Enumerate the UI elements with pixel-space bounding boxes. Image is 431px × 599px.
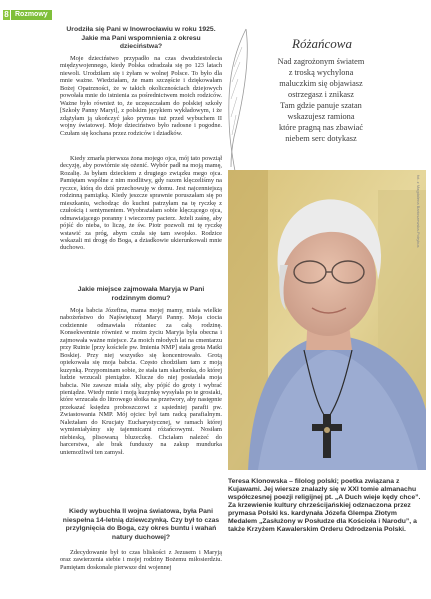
page-number: 8 bbox=[4, 10, 9, 19]
answer-4-text: Zdecydowanie był to czas bliskości z Jezusem i Maryją oraz zawierzenia siebie i mojej rodziny Bożemu miłosierdziu. Pamiętam doskonale pierwsze dni wojennej bbox=[60, 549, 222, 571]
answer-2 bbox=[60, 155, 222, 252]
answer-3 bbox=[60, 307, 222, 456]
poem-line: Nad zagrożonym światem bbox=[277, 57, 365, 66]
question-3 bbox=[60, 508, 222, 542]
feather-icon bbox=[222, 27, 252, 187]
poem-title: Różańcowa bbox=[292, 36, 352, 51]
question-3-text: Kiedy wybuchła II wojna światowa, była Pani niespełna 14-letnią dziewczynką. Czy był to czas przylgnięcia do Boga, czy okres buntu i wahań natury duchowej? bbox=[62, 508, 220, 541]
poem-line: maluczkim się objawiasz bbox=[279, 79, 363, 88]
poem-line: Tam gdzie panuje szatan bbox=[280, 101, 362, 110]
answer-2-text: Kiedy zmarła pierwsza żona mojego ojca, mój tato powziął decyzję, aby powtórnie się ożenić. Wybór padł na moją mamę, Rozalię. Ja byłam dzieckiem z drugiego związku mego ojca. Pamiętam wspólne z nim modlitwy, gdy razem klęczeliśmy na ryczce, którą do dziś przechowuję w domu. Jest najcenniejszą rodzinną pamiątką. Kiedy jeszcze sprawnie poruszałam się po mieszkaniu, wchodząc do kuchni patrzyłam na tę ryczkę z czułością i sentymentem. Wyobrażałam sobie klęczącego ojca, odmawiającego poranny i wieczorny pacierz. Jeżeli zaśnę, aby pójść do nieba, to liczę, że św. Piotr pozwoli mi tę ryczkę wstawić za próg, abym czuła się tam swojsko. Rodzice wskazali mi drogę do Boga, a dziadkowie ukierunkowali mnie duchowo. bbox=[60, 155, 222, 252]
question-1 bbox=[60, 26, 222, 52]
question-1-text: Urodziła się Pani w Inowrocławiu w roku 1925. Jakie ma Pani wspomnienia z okresu dzieciństwa? bbox=[66, 26, 216, 51]
answer-3-text: Moja babcia Józefina, mama mojej mamy, miała wielkie nabożeństwo do Najświętszej Maryi Panny. Moja ciocia codziennie odmawiała różaniec za całą rodzinę. Konsekwentnie również w moim życiu Maryja była obecna i zajmowała ważne miejsce. Za moich młodych lat na cmentarzu przy Ruinie [przy kościele pw. Imienia NMP] stała grota Matki Boskiej. Przy niej wszystko się koncentrowało. Grotą opiekowała się moja babcia. Często chodziłam tam z moją kuzynką. Przypominam sobie, że stała tam skarbonka, do której ludzie wrzucali pieniądze. Klucze do niej posiadała moja babcia. Nie zawsze miała siły, aby pójść do groty i wybrać pieniądze. Wtedy mnie i moją kuzynkę wysyłała po te grosiaki, które wrzucała do litrowego słoika na przetwory, aby następnie przekazać księdzu proboszczowi z sąsiedniej parafii pw. Zwiastowania NMP. Mój ojciec był tam radcą parafialnym. Należałam do Krucjaty Eucharystycznej, w ramach której wymieniałyśmy się tajemnicami różańcowymi. Nosiłam niebieską, plisowaną bluzeczkę. Chciałam należeć do harcerstwa, ale brak funduszy na zakup mundurka uniemożliwił ten zamysł. bbox=[60, 307, 222, 456]
answer-4 bbox=[60, 549, 222, 571]
poem-line: z troską wychylona bbox=[288, 68, 354, 77]
poem-line: ostrzegasz i znikasz bbox=[288, 90, 354, 99]
poem bbox=[265, 56, 377, 144]
photo-caption: Teresa Klonowska – filolog polski; poetka związana z Kujawami. Jej wiersze znalazły się w XXI tomie almanachu współczesnej poezji religijnej pt. „A Duch wieje kędy chce”. Za krzewienie kultury chrześcijańskiej odznaczona przez prymasa Polski ks. kardynała Józefa Glempa Złotym Medalem „Zasłużony w Posłudze dla Kościoła i Narodu”, a także Krzyżem Kawalerskim Orderu Odrodzenia Polski. bbox=[228, 478, 421, 533]
question-2 bbox=[60, 286, 222, 303]
question-2-text: Jakie miejsce zajmowała Maryja w Pani rodzinnym domu? bbox=[77, 286, 205, 302]
answer-1 bbox=[60, 55, 222, 137]
portrait-photo bbox=[228, 170, 426, 470]
answer-1-text: Moje dzieciństwo przypadło na czas dwudziestolecia międzywojennego, kiedy Polska odradzała się po 123 latach niewoli. Urodziłam się i żyłam w wolnej Polsce. To było dla mnie ważne. Wiedziałam, że mam szczęście i dziękowałam Bożej Opatrzności, że w takich okolicznościach dziejowych powołała mnie do istnienia za pośrednictwem moich rodziców. Ważne było również to, że uczęszczałam do polskiej szkoły [Szkoły Panny Maryi], z polskim językiem wykładowym, i że zdążyłam ją ukończyć jako prymus tuż przed wybuchem II wojny światowej. Moje dzieciństwo było radosne i pogodne. Czułam się kochana przez rodziców i dziadków. bbox=[60, 55, 222, 137]
photo-credit: fot. z Magdalena Bartoszewska-Potrykus bbox=[416, 175, 421, 248]
poem-line: niebem serc dotykasz bbox=[285, 134, 357, 143]
section-tag: Rozmowy bbox=[11, 10, 52, 20]
poem-line: które pragną nas zbawiać bbox=[278, 123, 364, 132]
poem-line: wskazujesz ramiona bbox=[287, 112, 355, 121]
